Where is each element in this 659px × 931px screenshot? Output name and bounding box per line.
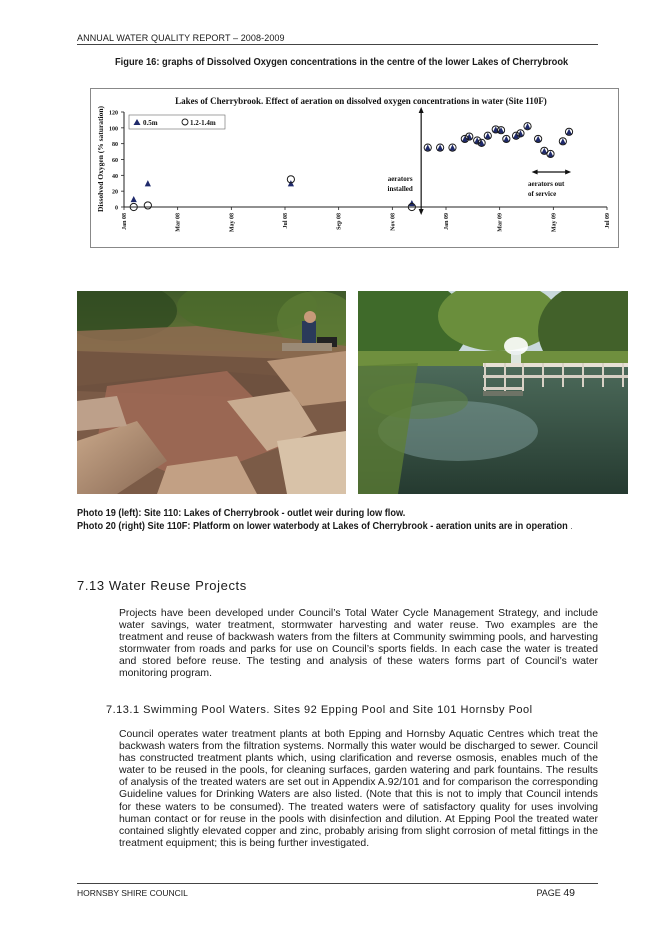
y-tick-label: 60 xyxy=(112,158,118,164)
subsection-paragraph: Council operates water treatment plants at both Epping and Hornsby Aquatic Centres which treat the backwash waters from the filtration systems. Normally this water would be discharged to sewer. Council has constructed treatment plants which, using clarification and reverse osmosis, enables much of the water to be reused in the pools, for cleaning surfaces, garden watering and park fountains. The results of analysis of the treated waters are set out in Appendix A.92/101 and for comparison the corresponding Guideline values for Drinking Waters are also listed. (Note that this is not to imply that Council intends for these waters to be consumed). The treated waters were of satisfactory quality for uses involving human contact or for reuse in the pools with disinfection and dilution. At Epping Pool the treated water contained slightly elevated copper and zinc, probably arising from slight corrosion of metal fittings in the treatment equipment; this is being further investigated. xyxy=(119,729,598,849)
data-point-triangle xyxy=(145,180,151,186)
figure-caption: Figure 16: graphs of Dissolved Oxygen concentrations in the centre of the lower Lakes of Cherrybrook xyxy=(115,57,569,68)
annotation-aerators-out-of-service: of service xyxy=(528,190,557,198)
x-tick-label: May 08 xyxy=(229,213,236,233)
x-tick-label: Jul 08 xyxy=(283,213,289,229)
annotation-aerators-out-of-service: aerators out xyxy=(528,180,565,188)
photo-outlet-weir xyxy=(77,291,346,494)
data-point-triangle xyxy=(131,196,137,202)
data-point-circle xyxy=(144,202,151,209)
x-tick-label: Jan 09 xyxy=(444,213,450,230)
subsection-heading: 7.13.1 Swimming Pool Waters. Sites 92 Epping Pool and Site 101 Hornsby Pool xyxy=(106,704,533,716)
data-point-triangle xyxy=(541,148,547,154)
y-tick-label: 20 xyxy=(112,189,118,196)
y-tick-label: 100 xyxy=(109,126,118,133)
page-number xyxy=(536,887,575,899)
x-tick-label: Nov 08 xyxy=(390,213,397,231)
data-point-triangle xyxy=(524,123,530,129)
data-point-triangle xyxy=(425,145,431,151)
footer-divider xyxy=(77,883,598,884)
data-point-triangle xyxy=(547,151,553,157)
data-point-triangle xyxy=(566,129,572,135)
data-point-triangle xyxy=(535,136,541,142)
chart-annotations xyxy=(388,107,572,215)
section-paragraph: Projects have been developed under Council’s Total Water Cycle Management Strategy, and include water savings, water treatment, stormwater harvesting and water reuse. Two examples are the treatment and reuse of backwash waters from the filters at Community swimming pools, and harvesting stormwater from roads and parks for use on Council’s sports fields. In each case the water is treated and stored before reuse. The testing and analysis of these waters forms part of Council’s water monitoring program. xyxy=(119,608,598,680)
x-tick-label: Mar 08 xyxy=(175,213,182,232)
annotation-aerators-installed: aerators xyxy=(387,175,413,183)
y-tick-labels xyxy=(109,111,124,212)
page-number-value: 49 xyxy=(563,887,575,899)
data-point-triangle xyxy=(485,133,491,139)
dissolved-oxygen-chart xyxy=(90,88,619,248)
report-title: ANNUAL WATER QUALITY REPORT – 2008-2009 xyxy=(77,33,285,43)
photo-20-caption-period: . xyxy=(570,522,573,531)
x-tick-label: Sep 08 xyxy=(336,213,343,230)
annotation-aerators-installed: installed xyxy=(387,185,413,193)
chart-title: Lakes of Cherrybrook. Effect of aeration on dissolved oxygen concentrations in water (Site 110F) xyxy=(175,96,547,106)
data-point-triangle xyxy=(437,145,443,151)
y-tick-label: 120 xyxy=(109,110,118,117)
header-divider xyxy=(77,44,598,45)
arrowhead-down xyxy=(419,209,424,215)
photo-19-caption: Photo 19 (left): Site 110: Lakes of Cherrybrook - outlet weir during low flow. xyxy=(77,508,406,519)
chart-legend xyxy=(129,115,225,129)
x-tick-label: Jan 08 xyxy=(122,213,128,230)
photo-20-caption xyxy=(77,521,572,532)
x-tick-label: Jul 09 xyxy=(605,213,611,229)
y-tick-label: 40 xyxy=(112,173,118,180)
platform-photo-illustration xyxy=(358,291,628,494)
weir-photo-illustration xyxy=(77,291,346,494)
x-tick-label: May 09 xyxy=(551,213,558,233)
x-tick-labels xyxy=(122,207,611,232)
y-tick-label: 80 xyxy=(112,142,118,149)
legend-label-series-1: 0.5m xyxy=(143,119,158,127)
data-point-triangle xyxy=(449,145,455,151)
arrowhead-up xyxy=(419,107,424,113)
footer-council-name: HORNSBY SHIRE COUNCIL xyxy=(77,888,188,898)
photo-aeration-platform xyxy=(358,291,628,494)
data-point-triangle xyxy=(503,136,509,142)
x-tick-label: Mar 09 xyxy=(497,213,504,232)
data-point-triangle xyxy=(560,138,566,144)
arrowhead-right xyxy=(565,170,571,175)
y-tick-label: 0 xyxy=(115,205,118,212)
page-label: PAGE xyxy=(536,888,564,898)
legend-label-series-2: 1.2-1.4m xyxy=(190,119,216,127)
y-axis-label: Dissolved Oxygen (% saturation) xyxy=(96,105,105,213)
arrowhead-left xyxy=(532,170,538,175)
chart-canvas xyxy=(91,89,618,247)
chart-marks xyxy=(130,123,573,211)
section-heading: 7.13 Water Reuse Projects xyxy=(77,578,247,593)
photo-20-caption-text: Photo 20 (right) Site 110F: Platform on lower waterbody at Lakes of Cherrybrook - aeration units are in operation xyxy=(77,521,568,532)
